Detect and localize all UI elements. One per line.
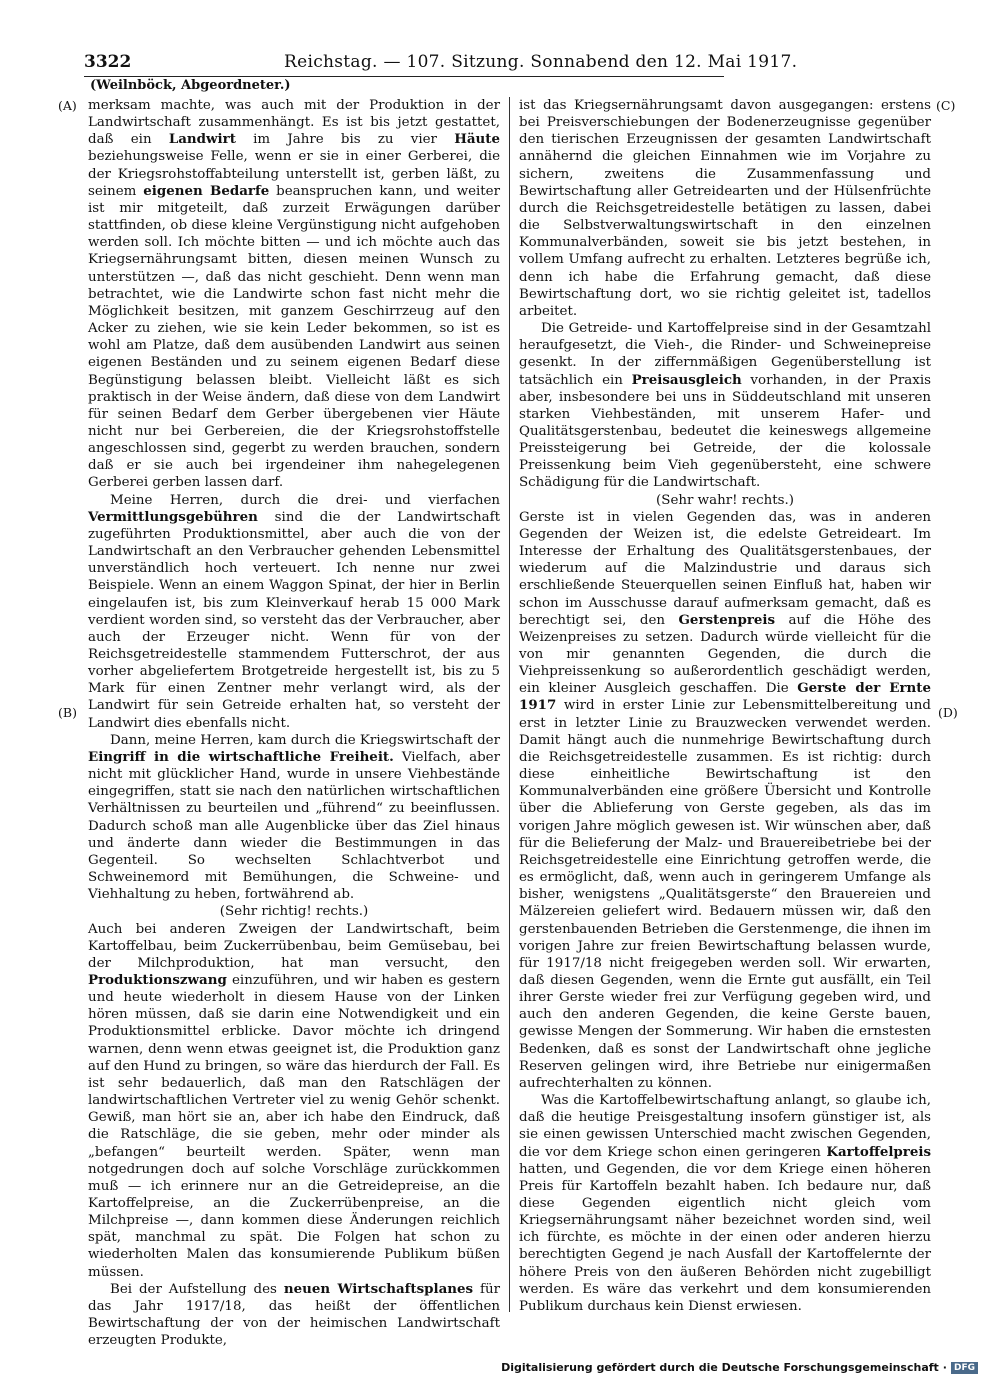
paragraph: Was die Kartoffelbewirtschaftung anlangt, so glaube ich, daß die heutige Preisgestaltung insofern günstiger ist, als sie einen gewissen Unterschied macht zwischen Gegenden, die vor dem Kriege schon einen geringeren Kartoffelpreis hatten, und Gegenden, die vor dem Kriege einen höheren Preis für Kartoffeln bezahlt haben. Ich bedaure nur, daß diese Gegenden eigentlich nicht gleich vom Kriegsernährungsamt näher bezeichnet worden sind, weil ich fürchte, es möchte in der einen oder anderen hierzu berechtigten Gegend je nach Ausfall der Kartoffelernte der höhere Preis von den äußeren Behörden nicht zugebilligt werden. Es wäre das verkehrt und dem konsumierenden Publikum durchaus kein Dienst erwiesen. — [519, 1093, 931, 1314]
paragraph: Dann, meine Herren, kam durch die Kriegswirtschaft der Eingriff in die wirtschaftliche Freiheit. Vielfach, aber nicht mit glücklicher Hand, wurde in unsere Viehbestände eingegriffen, statt sie nach den natürlichen wirtschaftlichen Verhältnissen zu beurteilen und „führend“ zu beeinflussen. Dadurch schoß man alle Augenblicke über das Ziel hinaus und änderte dann wieder die Bestimmungen in das Gegenteil. So wechselten Schlachtverbot und Schweinemord mit Bemühungen, die Schweine- und Viehhaltung zu heben, fortwährend ab. — [88, 732, 500, 903]
margin-marker-c: (C) — [936, 98, 956, 113]
speaker-label: (Weilnböck, Abgeordneter.) — [90, 78, 291, 93]
paragraph: ist das Kriegsernährungsamt davon ausgegangen: erstens bei Preisverschiebungen der Bodenerzeugnisse gegenüber den tierischen Erzeugnissen der gesamten Landwirtschaft annähernd die gleichen Einnahmen wie im Vorjahre zu sichern, zweitens die Zusammenfassung und Bewirtschaftung aller Getreidearten und der Hülsenfrüchte durch die Reichsgetreidestelle betätigen zu lassen, dabei die Selbstverwaltungswirtschaft in den einzelnen Kommunalverbänden, soweit sie bis jetzt bestehen, in vollem Umfang aufrecht zu erhalten. Letzteres begrüße ich, denn ich habe die Erfahrung gemacht, daß diese Bewirtschaftung dort, wo sie richtig geleitet ist, tadellos arbeitet. — [519, 98, 931, 319]
paragraph: Gerste ist in vielen Gegenden das, was in anderen Gegenden der Weizen ist, die edelste Getreideart. Im Interesse der Erhaltung des Qualitätsgerstenbaues, der wiederum auf die Malzindustrie und daraus sich erschließende Steuerquellen seinen Einfluß hat, haben wir schon im Ausschusse darauf aufmerksam gemacht, daß es berechtigt sei, den Gerstenpreis auf die Höhe des Weizenpreises zu setzen. Dadurch würde vielleicht für die von mir genannten Gegenden, die durch die Viehpreissenkung so außerordentlich geschädigt werden, ein kleiner Ausgleich geschaffen. Die Gerste der Ernte 1917 wird in erster Linie zur Lebensmittelbereitung und erst in letzter Linie zu Brauzwecken verwendet werden. Damit hängt auch die nunmehrige Bewirtschaftung durch die Reichsgetreidestelle zusammen. Es ist richtig: durch diese einheitliche Bewirtschaftung ist den Kommunalverbänden eine größere Übersicht und Kontrolle über die Ablieferung von Gerste gegeben, als das im vorigen Jahre möglich gewesen ist. Wir wünschen aber, daß für die Belieferung der Malz- und Brauereibetriebe bei der Reichsgetreidestelle eine Einrichtung getroffen werde, die es ermöglicht, daß, wenn auch in geringerem Umfange als bisher, wenigstens „Qualitätsgerste“ den Brauereien und Mälzereien geliefert wird. Bedauern müssen wir, daß den gerstenbauenden Betrieben die Gerstenmenge, die ihnen im vorigen Jahre zur freien Bewirtschaftung belassen wurde, für 1917/18 nicht freigegeben werden soll. Wir erwarten, daß diesen Gegenden, wenn die Ernte gut ausfällt, ein Teil ihrer Gerste wieder frei zur Verfügung gegeben wird, und auch den anderen Gegenden, die keine Gerste bauen, gewisse Mengen der Sommerung. Wir haben die ernstesten Bedenken, daß es sonst der Landwirtschaft ohne jegliche Reserven gelingen wird, ihre Betriebe nur einigermaßen aufrechterhalten zu können. — [519, 509, 931, 1091]
left-column — [88, 97, 500, 1349]
margin-marker-a: (A) — [58, 98, 77, 113]
interjection: (Sehr richtig! rechts.) — [219, 904, 369, 920]
footer-text: Digitalisierung gefördert durch die Deutsche Forschungsgemeinschaft — [501, 1361, 939, 1374]
right-column — [519, 97, 931, 1315]
paragraph: Auch bei anderen Zweigen der Landwirtschaft, beim Kartoffelbau, beim Zuckerrübenbau, beim Gemüsebau, bei der Milchproduktion, hat man versucht, den Produktionszwang einzuführen, und wir haben es gestern und heute wiederholt in diesem Hause von der Linken hören müssen, daß sie darin eine Notwendigkeit und ein Produktionsmittel erblicke. Davor möchte ich dringend warnen, denn wenn etwas geeignet ist, die Produktion ganz auf den Hund zu bringen, so wäre das hierdurch der Fall. Es ist sehr bedauerlich, daß man den Ratschlägen der landwirtschaftlichen Vertreter viel zu wenig Gehör schenkt. Gewiß, man hört sie an, aber ich habe den Eindruck, daß die Ratschläge, die sie geben, mehr oder minder als „befangen“ beurteilt werden. Später, wenn man notgedrungen doch auf solche Vorschläge zurückkommen muß — ich erinnere nur an die Getreidepreise, an die Kartoffelpreise, an die Zuckerrübenpreise, an die Milchpreise —, dann kommen diese Änderungen reichlich spät, manchmal zu spät. Die Folgen hat schon zu wiederholten Malen das konsumierende Publikum büßen müssen. — [88, 921, 500, 1280]
running-title: Reichstag. — 107. Sitzung. Sonnabend den 12. Mai 1917. — [284, 52, 798, 72]
paragraph: Die Getreide- und Kartoffelpreise sind in der Gesamtzahl heraufgesetzt, die Vieh-, die Rinder- und Schweinepreise gesenkt. In der ziffernmäßigen Gegenüberstellung ist tatsächlich ein Preisausgleich vorhanden, in der Praxis aber, insbesondere bei uns in Süddeutschland mit unseren starken Viehbeständen, mit unserem Hafer- und Qualitätsgerstenbau, bedeutet die keineswegs allgemeine Preissteigerung bei Getreide, der die kolossale Preissenkung beim Vieh gegenübersteht, eine schwere Schädigung für die Landwirtschaft. — [519, 321, 931, 491]
paragraph: Meine Herren, durch die drei- und vierfachen Vermittlungsgebühren sind die der Landwirtschaft zugeführten Produktionsmittel, aber auch die von der Landwirtschaft an den Verbraucher gehenden Lebensmittel unverständlich hoch verteuert. Ich nenne nur zwei Beispiele. Wenn an einem Waggon Spinat, der hier in Berlin eingelaufen ist, bis zum Kleinverkauf herab 15 000 Mark verdient worden sind, so versteht das der Verbraucher, aber auch der Erzeuger nicht. Wenn für von der Reichsgetreidestelle stammendem Futterschrot, der aus vorher abgeliefertem Brotgetreide hergestellt ist, bis zu 5 Mark für einen Zentner mehr verlangt wird, als der Landwirt für sein Getreide erhalten hat, so versteht der Landwirt dies ebenfalls nicht. — [88, 492, 500, 731]
page-header — [84, 50, 798, 77]
margin-marker-d: (D) — [938, 705, 958, 720]
paragraph: merksam machte, was auch mit der Produktion in der Landwirtschaft zusammenhängt. Es ist bis jetzt gestattet, daß ein Landwirt im Jahre bis zu vier Häute beziehungsweise Felle, wenn er sie in einer Gerberei, die der Kriegsrohstoffabteilung unterstellt ist, gerben läßt, zu seinem eigenen Bedarfe beanspruchen kann, und weiter ist mir mitgeteilt, daß zurzeit Erwägungen darüber stattfinden, ob diese kleine Vergünstigung nicht aufgehoben werden soll. Ich möchte bitten — und ich möchte auch das Kriegsernährungsamt bitten, diesen meinen Wunsch zu unterstützen —, daß das nicht geschieht. Denn wenn man betrachtet, wie die Landwirte schon fast nicht mehr die Möglichkeit besitzen, mit ganzem Geschirrzeug auf den Acker zu ziehen, wie sie kein Leder bekommen, so ist es wohl am Platze, daß dem ausübenden Landwirt aus seinen eigenen Beständen und zu seinem eigenen Bedarf diese Begünstigung belassen bleibt. Vielleicht läßt es sich praktisch in der Weise ändern, daß diese von dem Landwirt für seinen Bedarf dem Gerber übergebenen vier Häute nicht nur bei Gerbereien, die der Kriegsrohstoffstelle angeschlossen sind, gegerbt zu werden brauchen, sondern daß er sie auch bei irgendeiner ihm nahegelegenen Gerberei gerben lassen darf. — [88, 98, 500, 491]
interjection: (Sehr wahr! rechts.) — [656, 492, 794, 508]
page-number: 3322 — [84, 52, 132, 72]
margin-marker-b: (B) — [58, 705, 77, 720]
digitization-footer — [501, 1361, 978, 1374]
column-divider — [509, 97, 510, 1312]
paragraph: Bei der Aufstellung des neuen Wirtschaftsplanes für das Jahr 1917/18, das heißt der öffentlichen Bewirtschaftung der von der heimischen Landwirtschaft erzeugten Produkte, — [88, 1280, 501, 1349]
footer-separator: · — [942, 1361, 947, 1374]
dfg-logo: DFG — [951, 1362, 978, 1374]
